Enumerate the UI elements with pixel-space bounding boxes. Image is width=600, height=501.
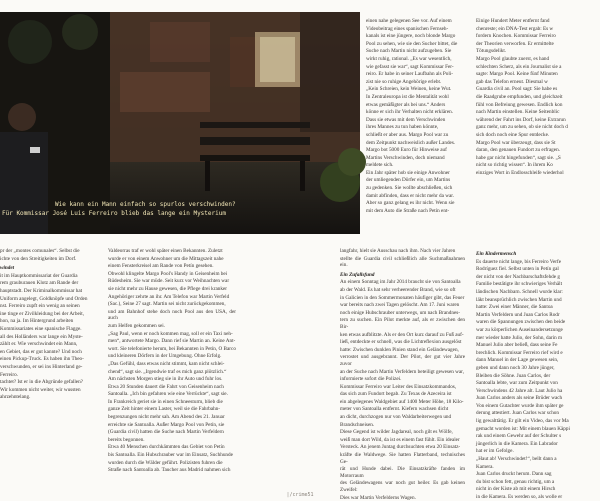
text-line: Santoalla lebte, war zum Zeitpunkt von <box>476 380 558 387</box>
text-line: rem grauburauen Klotz am Rande der <box>0 280 79 287</box>
text-line: wort. Sie telefonierte herum, bei Bekannten in Petín, O Barco <box>108 345 236 352</box>
text-line: damit abfinden, dass er nicht mehr da war. <box>366 192 455 199</box>
text-line: dann Manuel in der Lage gewesen sein, <box>476 357 559 364</box>
text-line: Straße nach Santoalla ab. Taucher aus Madrid nahmen sich <box>108 467 231 474</box>
text-line: sagte: Margo Pool. Keine fünf Minuten <box>476 71 558 78</box>
text-line: ländischen Nachbarn. Schnell wurde klar: <box>476 288 563 295</box>
text-line: stellte die Guardia civil schließlich alle Suchmaßnahmen ein. <box>340 255 465 269</box>
text-line: pr der „montes comunales“. Selbst die <box>0 248 80 254</box>
text-line: Margo Pool glaubte zuerst, es hand <box>476 55 550 62</box>
text-line: Suche nach Martin nicht aufzugeben. Sie <box>366 48 452 55</box>
text-line: lig gewalttätig. Er gilt ein Video, das vor Ma <box>476 418 569 425</box>
text-line: en Gebiet, das er gut kannte? Und noch <box>0 348 82 355</box>
text-line: brechlich. Kommissar Ferreiro rief wird e <box>476 349 563 356</box>
text-line: Etwa 40 Menschen durchkämmten das Gebiet von Petín <box>108 444 225 451</box>
text-line: zum Helfen gekommen sei. <box>108 322 166 329</box>
text-line: Kommissar Ferreiro war Leiter des Einsatzkommandos, <box>340 383 457 390</box>
text-line: einziges Wort in Endlosschleife wiederhol <box>476 169 564 176</box>
text-line: waren die Spannungen zwischen den beide <box>476 319 566 326</box>
text-line: hatte: Zwei einer Männer, die Santoa <box>476 304 553 311</box>
text-line: fühl von Befreiung gewesen. Endlich kon <box>476 101 563 108</box>
photo-caption-line-1: Wie kann ein Mann einfach so spurlos verschwinden? <box>55 201 236 208</box>
text-line: Pool zu sehen, wie sie den Sucher bittet, die <box>366 40 458 47</box>
column-left <box>0 248 100 493</box>
text-line: tachtet? Ist er in die Abgründe gefallen? <box>0 379 83 386</box>
text-line: An einem Sonntag im Jahr 2014 braucht sie von Santoalla <box>340 279 461 286</box>
text-line: derung attestiert. Juan Carlos war schon <box>476 410 559 417</box>
text-line: „Sag Paul, wenn er noch kommen mag, soll er ein Taxi neh- <box>108 330 233 337</box>
text-line: ken etwas aufblitzte. Als er den Ort kurz darauf zu Fuß auf- <box>340 331 464 338</box>
text-line: Santoalla. „Ich bin gefahren wie eine Verrückte“, sagt sie. <box>108 391 228 398</box>
text-line: all des Holländers war lange ein Myste- <box>0 333 83 340</box>
text-line: Uniform angelegt, Goldknöpfe und Orden <box>0 295 88 302</box>
text-line: dem Zeitpunkt nachweislich außer Landes. <box>366 139 456 146</box>
column-right-top <box>476 18 600 238</box>
text-line: sie nicht mehr zu Hause gewesen, die Pflege drei kranker <box>108 285 227 292</box>
text-line: habe gar nicht hingefunden“, sagt sie. „S <box>476 154 561 161</box>
text-line: wurden durch die Wälder geführt. Polizisten fuhren die <box>108 459 223 466</box>
page-footer: |/crime51 <box>286 492 314 498</box>
text-line: meter von Santoalla entfernt. Kiefern wachsen dicht <box>340 406 449 413</box>
photo-caption-line-2: Für Kommissar José Luis Ferreiro blieb das lange ein Mysterium <box>2 210 226 217</box>
column-third-top <box>366 18 466 238</box>
text-line: geben und dann noch 30 Jahre jünger, <box>476 364 555 371</box>
text-line: war zu körperlichen Auseinandersetzunge <box>476 326 563 333</box>
text-line: daran, den genauen Fundort zu erfragen. <box>476 147 560 154</box>
text-line: (Guardia civil) hatten die Suche nach Martin Verfeldern <box>108 429 224 436</box>
column-gap <box>244 248 334 493</box>
text-line: Diese Gegend ist wilder Jagdareal, noch gilt es Wölfe, <box>340 429 453 436</box>
text-line: ganz mehr, um zu sehen, ob sie nicht doch d <box>476 124 568 131</box>
text-line: Einige Hundert Meter entfernt fand <box>476 18 550 24</box>
text-line: ab der Wald. Es hat sehr verheerender Brand, wie so oft <box>340 286 456 293</box>
text-line: kanals ist eine jüngere, noch blonde Margo <box>366 33 456 40</box>
text-line: der umliegenden Dörfer ein, um Martins <box>366 177 451 184</box>
text-line: schlechten Scherz, als ein Journalist sie a <box>476 63 562 70</box>
text-line: des Geländewagens war noch gut heiler. Es gab keinen Zweifel: <box>340 480 465 493</box>
text-line: verschwunden, er sei ins Hinterland ge- <box>0 363 83 370</box>
text-line: Tötungsdelikt. <box>476 48 507 55</box>
text-line: Versteck. An jenem Juntag durchsuchten etwa 20 Einsatz- <box>340 444 461 451</box>
text-line: bis Santoalla. Ein Hubschrauber war im Einsatz, Suchhunde <box>108 452 233 459</box>
text-line: Am nächsten Morgen stieg sie in ihr Auto und fuhr los. <box>108 376 223 383</box>
text-line: ihres Mannes zu tun haben könnte, <box>366 124 439 131</box>
text-line: ahrzehntelang. <box>0 394 31 401</box>
text-line: könne er sich ihr Verhalten nicht erklären. <box>366 109 454 116</box>
text-line: Martins Verschwinden, doch niemand <box>366 154 445 161</box>
column-bottom-b <box>476 248 600 500</box>
text-line: in die Kamera. Es werden so, als wolle er <box>476 494 563 500</box>
text-line: ine tinge er Zivilkleidung bei der Arbeit, <box>0 310 84 317</box>
text-line: nach Martin einstellen. Keine Seitenblic <box>476 109 560 116</box>
text-line: „Haut ab! Verschwindet!“, bellt dann a <box>476 456 557 463</box>
text-line: it im Hauptkommissariat der Guardia <box>0 272 78 279</box>
text-line: Angehöriger zehrte an ihr. Am Telefon war Martin Verfeld <box>108 293 230 300</box>
text-line: Verschwindens 42 Jahre alt. Laut Julio ha <box>476 387 563 394</box>
text-line: Margo Pool war überzeugt, dass sie St <box>476 139 556 146</box>
text-line: in Galicien in den Sommermonaten häufiger gibt, das Feuer <box>340 294 465 301</box>
text-line: Dies war Martin Verfelderns Wagen. <box>340 494 416 501</box>
text-line: Wir kommen nicht weiter, wir wussten <box>0 386 81 393</box>
text-line: Von einem Gutachter wurde ihm später ge <box>476 402 564 409</box>
text-line: mer wieder hatte Julio, der Sohn, darin m <box>476 334 563 341</box>
text-line: langfahr, hielt sie Ausschau nach ihm. Nach vier Jahren <box>340 248 456 254</box>
text-line: jüngerlich in die Kamera. Ein Labrador <box>476 440 558 447</box>
text-line: der Theorien verworfen. Er ermittelte <box>476 40 554 47</box>
text-line: tern zu suchen. Ein Pilot merkte auf, als er zwischen den Bir- <box>340 317 465 330</box>
text-line: meldete sich. <box>366 162 394 169</box>
text-line: und kleineren Dörfern in der Umgebung. Ohne Erfolg. <box>108 353 222 360</box>
text-line: Ferreiro. <box>0 371 19 378</box>
text-line: Brandschneisen. <box>340 421 375 428</box>
text-line: du bist schon fett, genau richtig, um a <box>476 478 555 485</box>
text-line: zählt er. Wie verschwindet ein Mann, <box>0 341 78 348</box>
section-heading: Ein Zufallsfund <box>340 271 375 278</box>
text-line: Juan Carlos anders als seine Brüder wach <box>476 395 563 402</box>
text-line: Juan Carlos druckt herum. Dann sag <box>476 471 552 478</box>
text-line: ichte von den Streitigkeiten im Dorf. <box>0 255 77 262</box>
text-line: zist nie so ruhige Angehörige erlebt. <box>366 78 442 85</box>
text-line: Guardia civil an. Pool sagt: Sie habe es <box>476 86 558 93</box>
column-bottom-a <box>340 248 465 501</box>
text-line: an der Suche nach Martin Verfeldern beteiligt gewesen war, <box>340 368 465 375</box>
text-line: fordern Knochen. Kommissar Ferreiro <box>476 33 556 40</box>
text-line: an dicht, durchzogen nur von Waldarbeiterwegen und <box>340 414 452 421</box>
text-line: schließt er aber aus. Margo Pool war zu <box>366 131 449 138</box>
text-line: wirkt ruhig, rational. „Es war wesentlich, <box>366 55 452 62</box>
text-line: hauptstadt. Der Kriminalkommissar hat <box>0 287 83 294</box>
text-line: Dass sie etwas mit dem Verschwinden <box>366 116 446 123</box>
text-line: „Das Gefühl, dass etwas nicht stimmt, kam nicht schlei- <box>108 360 225 367</box>
text-line: Rodríguez fiel. Selbst unten in Petín gal <box>476 266 559 273</box>
text-line: chend“, sagt sie. „Irgendwie traf es mich ganz plötzlich.“ <box>108 368 227 375</box>
text-line: Valdeorras traf er wohl später einen Bekannten. Zuletzt <box>108 248 223 254</box>
text-line: zu gedenken. Sie wollte abschließen, sich <box>366 185 453 192</box>
text-line: während der Fahrt ins Dorf, keine Extrarun <box>476 116 566 123</box>
text-line: informierte sofort die Polizei. <box>340 376 402 383</box>
text-line: einen nahe gelegenen See vor. Auf einem <box>366 18 452 24</box>
text-line: Martin Verfeldern und Juan Carlos Rodr <box>476 311 560 318</box>
article-photo <box>0 12 360 234</box>
text-line: Manuel Julio aber beließ, dass seine Fe <box>476 342 558 349</box>
text-line: und am Bahnhof stehe doch noch Pool aus den USA, der auch <box>108 308 236 322</box>
text-line: „Kein Schreien, kein Weinen, keine Wut. <box>366 86 452 93</box>
text-line: das sich zum Fundort begab. Zu Texas de Azeceira ist <box>340 391 452 398</box>
text-line: einem Fensterkreisel am Rande von Petín gesehen. <box>108 263 214 270</box>
text-line: In Frankreich geriet sie in einen Schneesturm, blieb die <box>108 398 223 405</box>
text-line: Familie bestätigte ihr schwieriges Verhält <box>476 281 563 288</box>
text-line: Kamera. <box>476 463 494 470</box>
text-line: hatte: Zwischen dunklen Pinien stand ein Geländewagen, <box>340 346 459 353</box>
text-line: läkt beansprüchlich zwischen Martin und <box>476 296 562 303</box>
text-line: chenreste; ein DNA-Test ergab: Es w <box>476 25 554 32</box>
text-line: gab das Telefon erneut. Diesmal w <box>476 78 548 85</box>
text-line: noch einige Hubschrauber unterwegs, um nach Brandnes- <box>340 309 460 316</box>
text-line: erreichte sie Santoalla. Außer Margo Pool von Petín, sie <box>108 421 225 428</box>
text-line: Kommissariates eine spanische Flagge. <box>0 325 82 332</box>
text-line: In Zentraleuropa ist die Mentalität wohl <box>366 93 449 100</box>
text-line: Etwa 20 Stunden dauert die Fahrt von Geisenheim nach <box>108 383 224 390</box>
text-line: Ein Jahr später hob sie einige Anwohner <box>366 169 450 176</box>
text-line: war bereits nach zwei Tagen gelöscht. Am 17. Juni waren <box>340 302 460 309</box>
text-line: nicht in der Kiste ab mit einem Hirsch <box>476 486 556 493</box>
text-line: Es dauerte nicht lange, bis Ferreiro Verfe <box>476 258 562 265</box>
section-heading: windet <box>0 265 15 272</box>
text-line: Rüdesheim. Sie war müde. Seit kurz vor Weihnachten war <box>108 278 230 285</box>
text-line: men“, antwortete Margo. Dann rief sie Martin an. Keine Ant- <box>108 338 236 345</box>
text-line: hat er im Gefolge. <box>476 448 514 455</box>
text-line: gemacht worden ist: Mit einem blauen Käppi <box>476 425 570 432</box>
text-line: einen Pickup-Truck. Es haben ihn Theo- <box>0 356 84 363</box>
text-line: reiro. Er habe in seiner Laufbahn als Poli- <box>366 71 454 78</box>
text-line: hon, na ja. Im Hintergrund arbeiten <box>0 318 74 325</box>
text-line: etwas gemäßigter als bei uns.“ Anders <box>366 101 446 108</box>
text-line: Bleiben die Söhne. Juan Carlos, der <box>476 372 551 379</box>
text-line: ein abgelegenes Waldgebiet auf 1400 Meter Höhe, 18 Kilo- <box>340 398 464 405</box>
text-line: der nicht von der Nachbarschaftsfehde g <box>476 273 560 280</box>
column-middle <box>108 248 236 493</box>
text-line: (Sac.), Seine 27 sagt. Martin sei nicht zurückgekommen, <box>108 301 226 308</box>
text-line: wie gefasst sie war“, sagt Kommissar Fer- <box>366 63 454 70</box>
text-line: rak und einem Gewehr auf der Schulter s <box>476 433 562 440</box>
text-line: rät und Hunde dabei. Die Einsatzkräfte fanden im Motorraum <box>340 466 465 479</box>
text-line: kräfte die Waldwege. Sie hatten Flatterband, technisches Ge- <box>340 452 465 465</box>
text-line: ganze Zeit hinter einem Laster, weil sie die Fahrbahn- <box>108 406 220 413</box>
text-line: Aber so ganz gelang es ihr nicht. Wenn sie <box>366 200 455 207</box>
text-line: nicht so richtig wissen“. In ihrem Ko <box>476 162 553 169</box>
text-line: Obwohl klingelte Margo Pool's Handy in Geisenheim bei <box>108 270 228 277</box>
text-line: bereits begonnen. <box>108 436 145 443</box>
text-line: die Raadgrube empfunden, und gleichzeit <box>476 93 563 100</box>
text-line: mit dem Auto die Straße nach Petín ent- <box>366 207 450 214</box>
text-line: weiß man dort Wild, da ist es einem fast fühlt. Ein idealer <box>340 436 460 443</box>
text-line: Videobeitrag eines spanischen Fernseh- <box>366 25 449 32</box>
text-line: wurde er von einem Anwohner um die Mittagszeit nahe <box>108 255 224 262</box>
text-line: sich doch noch eine Spur entdecke. <box>476 131 550 138</box>
text-line: nst. Ferreiro zupft ein wenig an seinen <box>0 303 80 310</box>
text-line: ließ, entdeckte er schnell, was die Lichtreflexion ausgelöst <box>340 339 462 346</box>
text-line: Margo bot 5000 Euro für Hinweise auf <box>366 147 447 154</box>
text-line: begrenzungen nicht mehr sah. Am Abend des 21. Januar <box>108 414 225 421</box>
text-line: verrostet und ausgebrannt. Der Pilot, der gut vier Jahre zuvor <box>340 354 465 367</box>
section-heading: Ein Kindermensch <box>476 251 517 257</box>
